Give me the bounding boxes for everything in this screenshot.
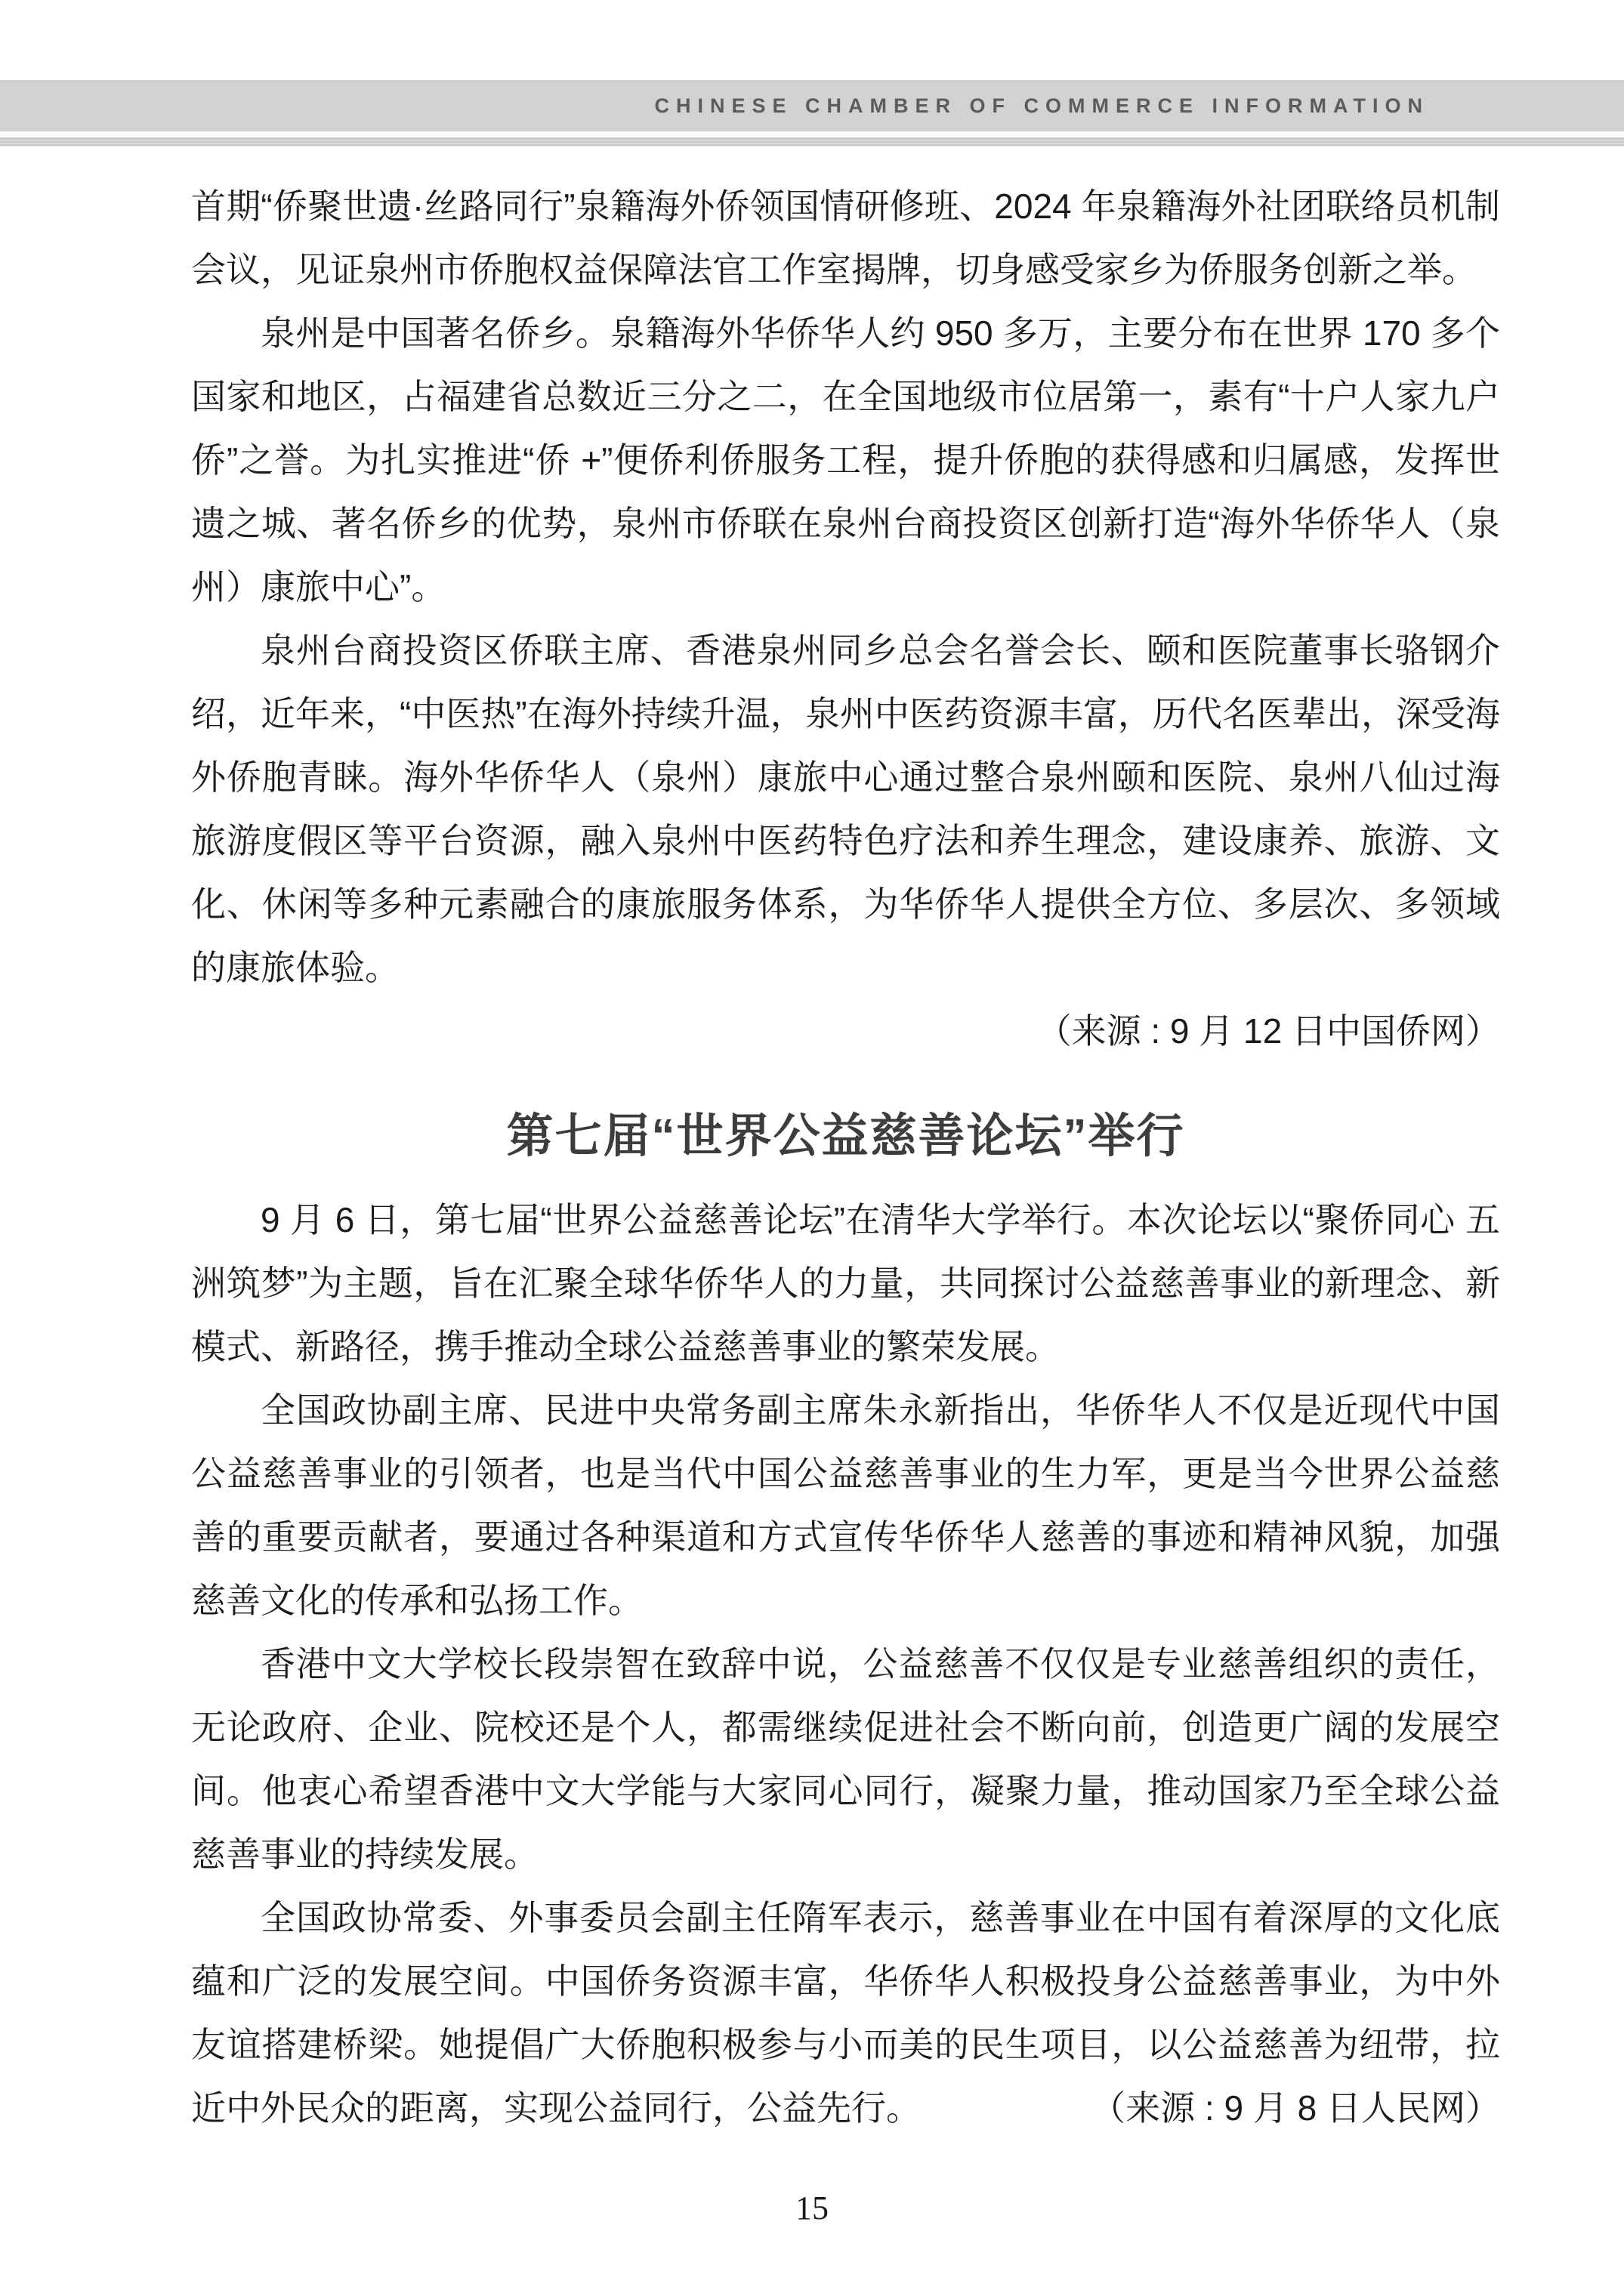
header-divider-stripes bbox=[0, 137, 1624, 147]
article2-source-note: （来源 : 9 月 8 日人民网） bbox=[1091, 2088, 1500, 2128]
article1-paragraph-1: 首期“侨聚世遗·丝路同行”泉籍海外侨领国情研修班、2024 年泉籍海外社团联络员机制会议，见证泉州市侨胞权益保障法官工作室揭牌，切身感受家乡为侨服务创新之举。 bbox=[191, 187, 1500, 289]
article2-paragraph-4-text: 全国政协常委、外事委员会副主任隋军表示，慈善事业在中国有着深厚的文化底蕴和广泛的发展空间。中国侨务资源丰富，华侨华人积极投身公益慈善事业，为中外友谊搭建桥梁。她提倡广大侨胞积极参与小而美的民生项目，以公益慈善为纽带，拉近中外民众的距离，实现公益同行，公益先行。 bbox=[191, 1898, 1500, 2128]
article2-title: 第七届“世界公益慈善论坛”举行 bbox=[506, 1110, 1185, 1162]
header-band bbox=[0, 80, 1624, 131]
article2-paragraph-3: 香港中文大学校长段崇智在致辞中说，公益慈善不仅仅是专业慈善组织的责任，无论政府、企业、院校还是个人，都需继续促进社会不断向前，创造更广阔的发展空间。他衷心希望香港中文大学能与大家同心同行，凝聚力量，推动国家乃至全球公益慈善事业的持续发展。 bbox=[191, 1644, 1500, 1874]
article1-paragraph-3: 泉州台商投资区侨联主席、香港泉州同乡总会名誉会长、颐和医院董事长骆钢介绍，近年来，“中医热”在海外持续升温，泉州中医药资源丰富，历代名医辈出，深受海外侨胞青睐。海外华侨华人（泉州）康旅中心通过整合泉州颐和医院、泉州八仙过海旅游度假区等平台资源，融入泉州中医药特色疗法和养生理念，建设康养、旅游、文化、休闲等多种元素融合的康旅服务体系，为华侨华人提供全方位、多层次、多领域的康旅体验。 bbox=[191, 631, 1500, 987]
article-body bbox=[191, 174, 1500, 2140]
article2-paragraph-1: 9 月 6 日，第七届“世界公益慈善论坛”在清华大学举行。本次论坛以“聚侨同心 五洲筑梦”为主题，旨在汇聚全球华侨华人的力量，共同探讨公益慈善事业的新理念、新模式、新路径，携手推动全球公益慈善事业的繁荣发展。 bbox=[191, 1200, 1500, 1366]
article2-paragraph-2: 全国政协副主席、民进中央常务副主席朱永新指出，华侨华人不仅是近现代中国公益慈善事业的引领者，也是当代中国公益慈善事业的生力军，更是当今世界公益慈善的重要贡献者，要通过各种渠道和方式宣传华侨华人慈善的事迹和精神风貌，加强慈善文化的传承和弘扬工作。 bbox=[191, 1390, 1500, 1620]
page-number: 15 bbox=[795, 2190, 829, 2227]
article1-source-note: （来源 : 9 月 12 日中国侨网） bbox=[1036, 1011, 1500, 1051]
header-banner-text: CHINESE CHAMBER OF COMMERCE INFORMATION bbox=[654, 94, 1429, 117]
article2-paragraph-4 bbox=[191, 1886, 1500, 2140]
article1-paragraph-2: 泉州是中国著名侨乡。泉籍海外华侨华人约 950 多万，主要分布在世界 170 多个国家和地区，占福建省总数近三分之二，在全国地级市位居第一，素有“十户人家九户侨”之誉。为扎实推进“侨 +”便侨利侨服务工程，提升侨胞的获得感和归属感，发挥世遗之城、著名侨乡的优势，泉州市侨联在泉州台商投资区创新打造“海外华侨华人（泉州）康旅中心”。 bbox=[191, 313, 1500, 606]
